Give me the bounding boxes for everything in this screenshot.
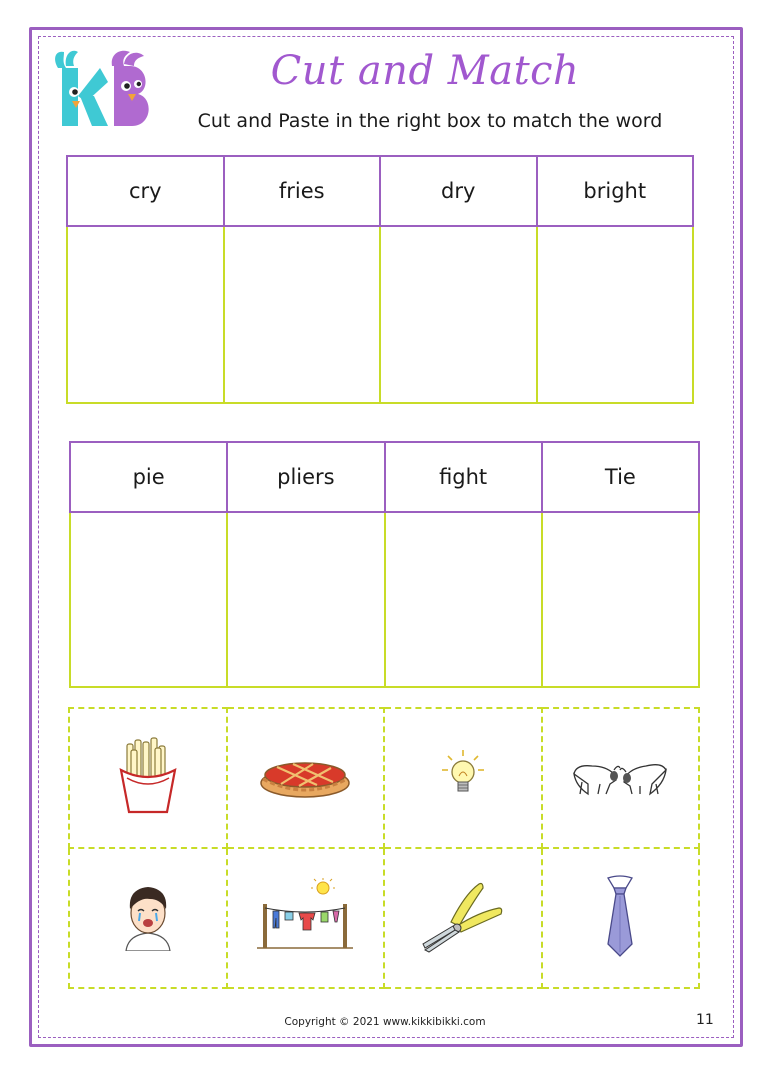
paste-box[interactable]	[70, 512, 227, 687]
fighting-bulls-icon	[570, 754, 670, 798]
necktie-icon	[600, 874, 640, 958]
word-cell-bright: bright	[537, 156, 694, 226]
picture-card[interactable]	[69, 708, 227, 848]
picture-card[interactable]	[69, 848, 227, 988]
paste-box[interactable]	[542, 512, 699, 687]
lightbulb-icon	[438, 748, 488, 804]
paste-box[interactable]	[67, 226, 224, 403]
word-cell-pliers: pliers	[227, 442, 384, 512]
word-cell-fries: fries	[224, 156, 381, 226]
page-number: 11	[696, 1012, 714, 1028]
word-cell-tie: Tie	[542, 442, 699, 512]
paste-box[interactable]	[380, 226, 537, 403]
word-cell-cry: cry	[67, 156, 224, 226]
picture-card-grid	[68, 707, 700, 989]
picture-card[interactable]	[542, 708, 700, 848]
crying-boy-icon	[120, 881, 176, 951]
picture-card[interactable]	[227, 708, 385, 848]
word-cell-dry: dry	[380, 156, 537, 226]
fries-icon	[113, 736, 183, 816]
kikkibikki-logo	[50, 46, 162, 136]
paste-box[interactable]	[224, 226, 381, 403]
pie-icon	[257, 751, 353, 801]
match-table-one	[66, 155, 694, 404]
page-subtitle: Cut and Paste in the right box to match the word	[197, 110, 663, 132]
picture-card[interactable]	[384, 848, 542, 988]
picture-card[interactable]	[542, 848, 700, 988]
paste-box[interactable]	[385, 512, 542, 687]
clothesline-icon	[257, 878, 353, 954]
word-cell-fight: fight	[385, 442, 542, 512]
word-cell-pie: pie	[70, 442, 227, 512]
match-table-two	[69, 441, 700, 688]
picture-card[interactable]	[227, 848, 385, 988]
picture-card[interactable]	[384, 708, 542, 848]
footer-copyright: Copyright © 2021 www.kikkibikki.com	[284, 1016, 486, 1028]
pliers-icon	[421, 878, 505, 954]
page-title: Cut and Match	[270, 48, 580, 94]
paste-box[interactable]	[227, 512, 384, 687]
paste-box[interactable]	[537, 226, 694, 403]
